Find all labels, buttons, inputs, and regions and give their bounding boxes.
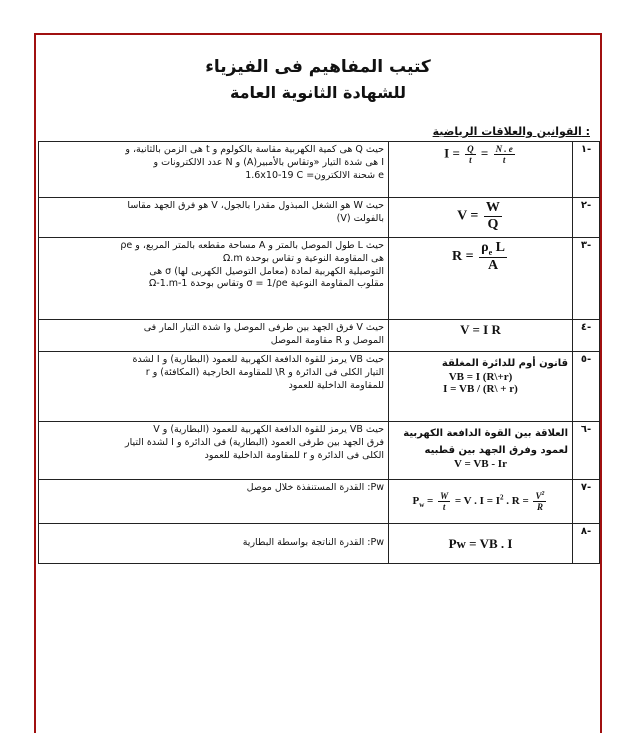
- description-cell: [39, 142, 389, 198]
- description-line: e شحنة الالكترون= 1.6x10-19 C: [245, 169, 384, 181]
- row-number: -٨: [573, 524, 600, 564]
- formula-cell: [389, 198, 573, 238]
- description-line: حيث W هو الشغل المبذول مقدرا بالجول، V هو فرق الجهد مقاسا: [127, 200, 384, 211]
- description-cell: [39, 352, 389, 422]
- description-line: التيار الكلى فى الدائرة و R\ للمقاومة الخارجية (المكافئة) و r: [145, 366, 384, 378]
- description-line: بالفولت (V): [336, 212, 384, 224]
- description-cell: [39, 524, 389, 564]
- row-number: -١: [573, 142, 600, 198]
- table-row: [39, 142, 600, 198]
- description-line: I هى شدة التيار «وتقاس بالأمبير(A) و N عدد الالكترونات و: [153, 156, 384, 168]
- document-title: كتيب المفاهيم فى الفيزياء: [205, 57, 431, 77]
- row-number: -٤: [573, 320, 600, 352]
- formula: I = VB / (R\ + r): [443, 383, 518, 395]
- description-line: Pw: القدرة الناتجة بواسطة البطارية: [242, 537, 384, 549]
- document-subtitle: للشهادة الثانوية العامة: [229, 83, 407, 102]
- row-number: -٥: [573, 352, 600, 422]
- table-row: [39, 320, 600, 352]
- table-row: [39, 198, 600, 238]
- description-cell: [39, 422, 389, 480]
- formula: V = $\frac{W}{Q}$: [457, 200, 500, 232]
- section-title: القوانين والعلاقات الرياضية :: [432, 125, 590, 138]
- description-cell: [39, 320, 389, 352]
- formula: Pw = VB . I: [448, 535, 513, 551]
- formula: VB = I (R\+r): [448, 371, 513, 383]
- table-row: [39, 524, 600, 564]
- row-number: -٣: [573, 238, 600, 320]
- description-cell: [39, 198, 389, 238]
- description-line: التوصيلية الكهربية لمادة (معامل التوصيل الكهربى لها) σ هى: [149, 265, 384, 277]
- description-line: هى المقاومة النوعية و تقاس بوحدة Ω.m: [223, 252, 384, 264]
- formula-cell: [389, 238, 573, 320]
- table-row: [39, 480, 600, 524]
- description-line: حيث L طول الموصل بالمتر و A مساحة مقطعه بالمتر المربع، و ρe: [120, 240, 384, 251]
- description-line: فرق الجهد بين طرفى العمود (البطارية) فى الدائرة و I لشدة التيار: [125, 436, 384, 448]
- formula-cell: [389, 480, 573, 524]
- description-line: للمقاومة الداخلية للعمود: [288, 379, 384, 391]
- description-line: حيث VB يرمز للقوة الدافعة الكهربية للعمود (البطارية) و I لشدة: [132, 354, 384, 365]
- description-line: مقلوب المقاومة النوعية σ = 1/ρe وتقاس بوحدة Ω-1.m-1: [149, 278, 384, 290]
- formula: V = VB - Ir: [454, 458, 507, 470]
- formula-cell: [389, 422, 573, 480]
- formula: I = $\frac{Q}{t}$ = $\frac{N . e}{t}$: [444, 144, 513, 165]
- description-line: الموصل و R مقاومة الموصل: [270, 334, 384, 346]
- formula: R = $\frac{\rho_e L}{A}$: [452, 240, 505, 273]
- laws-table: [38, 141, 600, 564]
- table-row: [39, 352, 600, 422]
- description-cell: [39, 480, 389, 524]
- formula-cell: [389, 524, 573, 564]
- table-row: [39, 422, 600, 480]
- law-title: العلاقة بين القوة الدافعة الكهربية لعمود وفرق الجهد بين قطبيه: [403, 428, 568, 456]
- row-number: -٢: [573, 198, 600, 238]
- formula-cell: [389, 320, 573, 352]
- formula-cell: [389, 142, 573, 198]
- description-line: الكلى فى الدائرة و r للمقاومة الداخلية للعمود: [204, 449, 384, 461]
- description-line: حيث V فرق الجهد بين طرفى الموصل وI شدة التيار المار فى: [143, 322, 384, 333]
- row-number: -٦: [573, 422, 600, 480]
- formula: $P_w$ = $\frac{W}{t}$ = V . $I = I^2$ . R = $\frac{V^2}{R}$: [412, 491, 545, 512]
- table-row: [39, 238, 600, 320]
- description-line: حيث VB يرمز للقوة الدافعة الكهربية للعمود (البطارية) و V: [153, 424, 384, 435]
- description-line: حيث Q هى كمية الكهربية مقاسة بالكولوم و t هى الزمن بالثانية، و: [125, 144, 384, 155]
- description-line: Pw: القدرة المستنفذة خلال موصل: [246, 482, 384, 493]
- formula: V = I R: [460, 322, 501, 337]
- description-cell: [39, 238, 389, 320]
- formula-cell: [389, 352, 573, 422]
- row-number: -٧: [573, 480, 600, 524]
- law-title: قانون أوم للدائرة المغلقة: [441, 358, 568, 369]
- document-page: [34, 33, 602, 733]
